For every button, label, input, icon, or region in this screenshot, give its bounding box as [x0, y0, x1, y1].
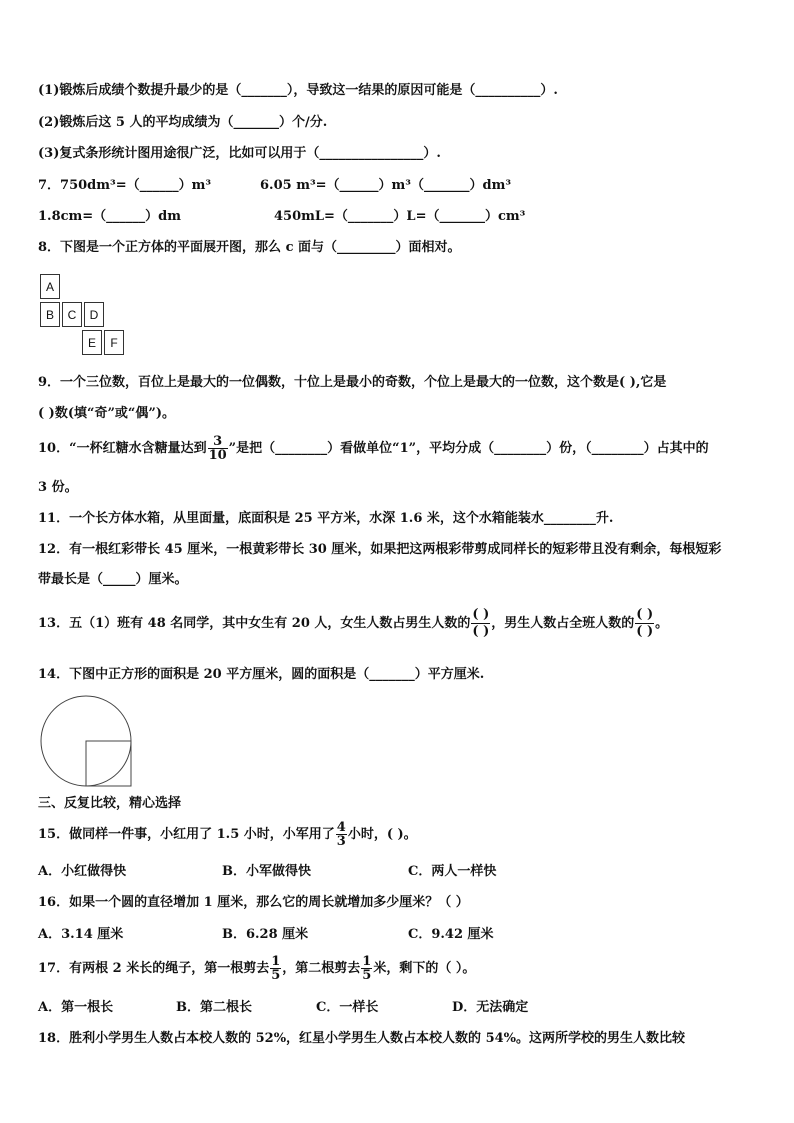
figure-square	[86, 741, 131, 786]
q17-text-middle: ，第二根剪去	[282, 961, 361, 976]
q16-question: 16．如果一个圆的直径增加 1 厘米，那么它的周长就增加多少厘米？（ ）	[38, 895, 469, 910]
q7-item-d: 450mL=（_______）L=（_______）cm³	[274, 209, 526, 224]
q16-option-c: C．9.42 厘米	[408, 927, 494, 942]
net-face-b: B	[40, 302, 60, 327]
q15-fraction-numerator: 4	[336, 820, 346, 835]
q15-text-start: 15．做同样一件事，小红用了 1.5 小时，小军用了	[38, 827, 335, 842]
q8-question: 8．下图是一个正方体的平面展开图，那么 c 面与（_________）面相对。	[38, 240, 461, 255]
q13-blank-fraction-2	[635, 607, 654, 640]
q13-text-middle: ，男生人数占全班人数的	[491, 616, 635, 631]
q10-fraction-numerator: 3	[208, 435, 228, 449]
q13-text-end: 。	[655, 616, 669, 631]
q16-option-b: B．6.28 厘米	[222, 927, 309, 942]
q13-question	[38, 604, 668, 644]
q10-fraction-denominator: 10	[208, 448, 227, 463]
q11-question: 11．一个长方体水箱，从里面量，底面积是 25 平方米，水深 1.6 米，这个水箱能装水________升.	[38, 511, 614, 526]
q15-option-c: C．两人一样快	[408, 864, 497, 879]
q18-question: 18．胜利小学男生人数占本校人数的 52%，红星小学男生人数占本校人数的 54%。这两所学校的男生人数比较	[38, 1031, 686, 1046]
q17-fraction-2-numerator: 1	[362, 954, 372, 969]
q13-blank-denominator-1: ( )	[472, 624, 490, 639]
q17-question	[38, 952, 475, 986]
q17-fraction-1-numerator: 1	[271, 954, 281, 969]
q6-part2: (2)锻炼后这 5 人的平均成绩为（_______）个/分.	[38, 115, 328, 130]
q15-fraction	[336, 821, 347, 848]
q10-line2: 3 份。	[38, 480, 78, 495]
q15-option-b: B．小军做得快	[222, 864, 311, 879]
q7-item-b: 6.05 m³=（______）m³（_______）dm³	[260, 178, 512, 193]
q7-item-a: 7．750dm³=（______）m³	[38, 178, 212, 193]
q9-line2: ( )数(填“奇”或“偶”)。	[38, 406, 176, 421]
q16-option-a: A．3.14 厘米	[38, 927, 124, 942]
q13-blank-numerator-2: ( )	[636, 607, 654, 622]
net-face-d: D	[84, 302, 104, 327]
q10-text-start: 10．“一杯红糖水含糖量达到	[38, 441, 207, 456]
q13-text-start: 13．五（1）班有 48 名同学，其中女生有 20 人，女生人数占男生人数的	[38, 616, 471, 631]
q13-blank-fraction-1	[471, 607, 490, 640]
q15-text-end: 小时，( )。	[347, 827, 417, 842]
q17-text-start: 17．有两根 2 米长的绳子，第一根剪去	[38, 961, 270, 976]
q17-fraction-2-denominator: 5	[362, 968, 372, 983]
q17-option-c: C．一样长	[316, 1000, 379, 1015]
q10-line1	[38, 434, 709, 464]
q17-option-b: B．第二根长	[176, 1000, 252, 1015]
q14-question: 14．下图中正方形的面积是 20 平方厘米，圆的面积是（_______）平方厘米.	[38, 667, 485, 682]
q10-fraction	[208, 435, 228, 462]
net-face-f: F	[104, 330, 124, 355]
q17-fraction-1-denominator: 5	[271, 968, 281, 983]
q13-blank-denominator-2: ( )	[636, 624, 654, 639]
q17-option-d: D．无法确定	[452, 1000, 529, 1015]
q10-text-end: ”是把（________）看做单位“1”，平均分成（________）份，（________）占其中的	[228, 441, 709, 456]
q17-text-end: 米，剩下的（ ）。	[373, 961, 476, 976]
q15-question	[38, 818, 417, 852]
q12-line2: 带最长是（_____）厘米。	[38, 572, 188, 587]
q7-item-c: 1.8cm=（______）dm	[38, 209, 182, 224]
q9-line1: 9．一个三位数，百位上是最大的一位偶数，十位上是最小的奇数，个位上是最大的一位数，这个数是( ),它是	[38, 375, 667, 390]
q17-option-a: A．第一根长	[38, 1000, 114, 1015]
q17-fraction-1	[270, 955, 281, 982]
q15-fraction-denominator: 3	[336, 834, 346, 849]
q12-line1: 12．有一根红彩带长 45 厘米，一根黄彩带长 30 厘米，如果把这两根彩带剪成同样长的短彩带且没有剩余，每根短彩	[38, 542, 722, 557]
q13-blank-numerator-1: ( )	[472, 607, 490, 622]
net-face-c: C	[62, 302, 82, 327]
net-face-e: E	[82, 330, 102, 355]
q6-part3: (3)复式条形统计图用途很广泛，比如可以用于（________________）.	[38, 146, 441, 161]
q6-part1: (1)锻炼后成绩个数提升最少的是（_______），导致这一结果的原因可能是（__________）.	[38, 83, 558, 98]
circle-square-figure	[38, 695, 138, 791]
section-3-heading: 三、反复比较，精心选择	[38, 796, 182, 811]
q17-fraction-2	[361, 955, 372, 982]
q15-option-a: A．小红做得快	[38, 864, 127, 879]
net-face-a: A	[40, 274, 60, 299]
